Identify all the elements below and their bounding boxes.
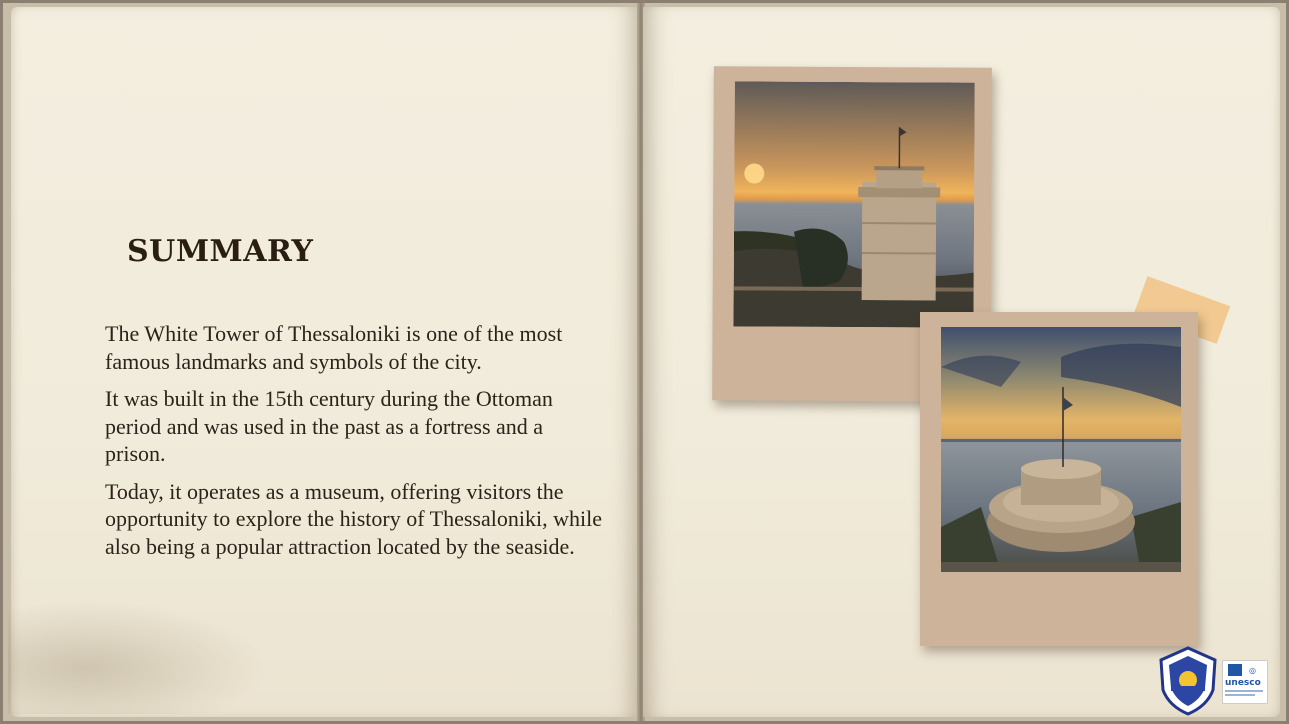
white-tower-aerial-photo — [941, 327, 1181, 572]
summary-paragraph-2: It was built in the 15th century during the Ottoman period and was used in the past as a fortress and a prison. — [105, 386, 553, 466]
unesco-fineprint-line — [1225, 690, 1263, 692]
unesco-logo — [1222, 660, 1268, 704]
unesco-temple-icon — [1228, 664, 1242, 676]
unesco-globe-icon: ◎ — [1249, 666, 1256, 675]
summary-paragraph-1: The White Tower of Thessaloniki is one of the most famous landmarks and symbols of the city. — [105, 321, 563, 374]
unesco-label: unesco — [1225, 678, 1261, 688]
school-crest-logo — [1159, 646, 1217, 716]
unesco-fineprint-line — [1225, 694, 1255, 696]
paper-stain — [8, 600, 268, 714]
summary-paragraph-3: Today, it operates as a museum, offering visitors the opportunity to explore the history of Thessaloniki, while also being a popular attraction located by the seaside. — [105, 478, 602, 559]
polaroid-frame-2 — [920, 312, 1198, 646]
summary-title: SUMMARY — [127, 234, 314, 269]
white-tower-sunset-photo — [734, 81, 975, 327]
summary-text — [105, 320, 605, 570]
